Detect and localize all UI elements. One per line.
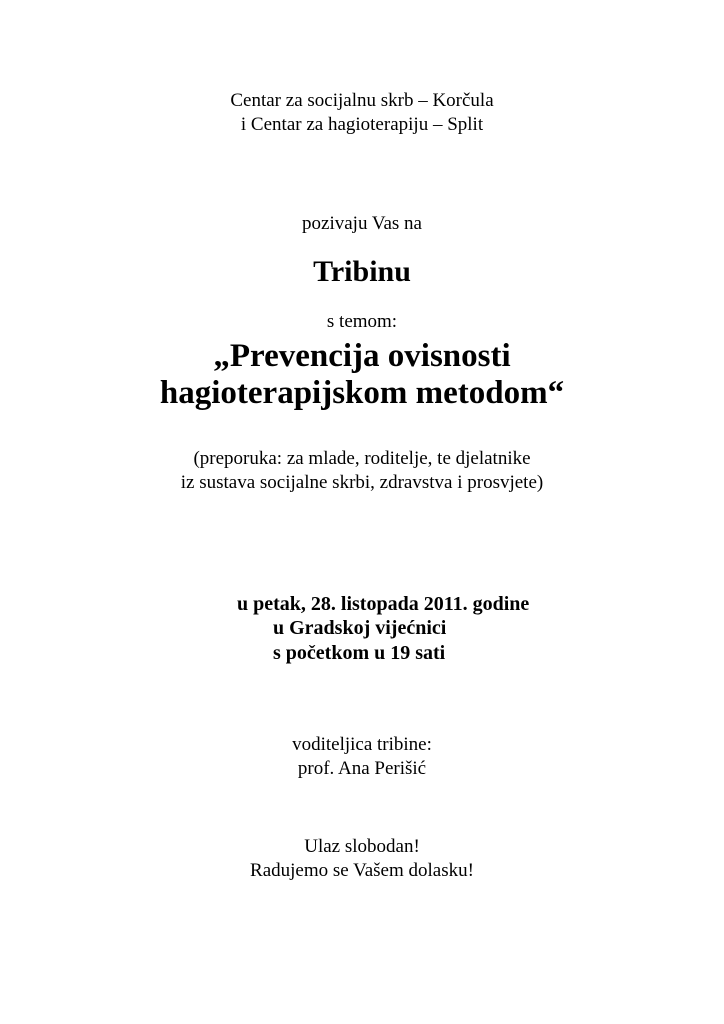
closing-line-1: Ulaz slobodan! bbox=[304, 836, 420, 857]
invite-text: pozivaju Vas na bbox=[302, 213, 422, 234]
host-label: voditeljica tribine: bbox=[292, 734, 432, 755]
organizer-line-1: Centar za socijalnu skrb – Korčula bbox=[230, 90, 494, 111]
event-place: u Gradskoj vijećnici bbox=[273, 617, 447, 639]
topic-line-2: hagioterapijskom metodom“ bbox=[159, 375, 565, 411]
organizer-line-2: i Centar za hagioterapiju – Split bbox=[240, 114, 484, 135]
event-time: s početkom u 19 sati bbox=[273, 642, 446, 664]
host-name: prof. Ana Perišić bbox=[297, 758, 427, 779]
recommendation-line-1: (preporuka: za mlade, roditelje, te djelatnike bbox=[193, 448, 531, 469]
event-title: Tribinu bbox=[313, 255, 411, 288]
closing-line-2: Radujemo se Vašem dolasku! bbox=[250, 860, 474, 881]
event-date: u petak, 28. listopada 2011. godine bbox=[237, 593, 530, 615]
recommendation-line-2: iz sustava socijalne skrbi, zdravstva i prosvjete) bbox=[180, 472, 544, 493]
theme-intro: s temom: bbox=[326, 311, 398, 332]
topic-line-1: „Prevencija ovisnosti bbox=[213, 338, 511, 374]
